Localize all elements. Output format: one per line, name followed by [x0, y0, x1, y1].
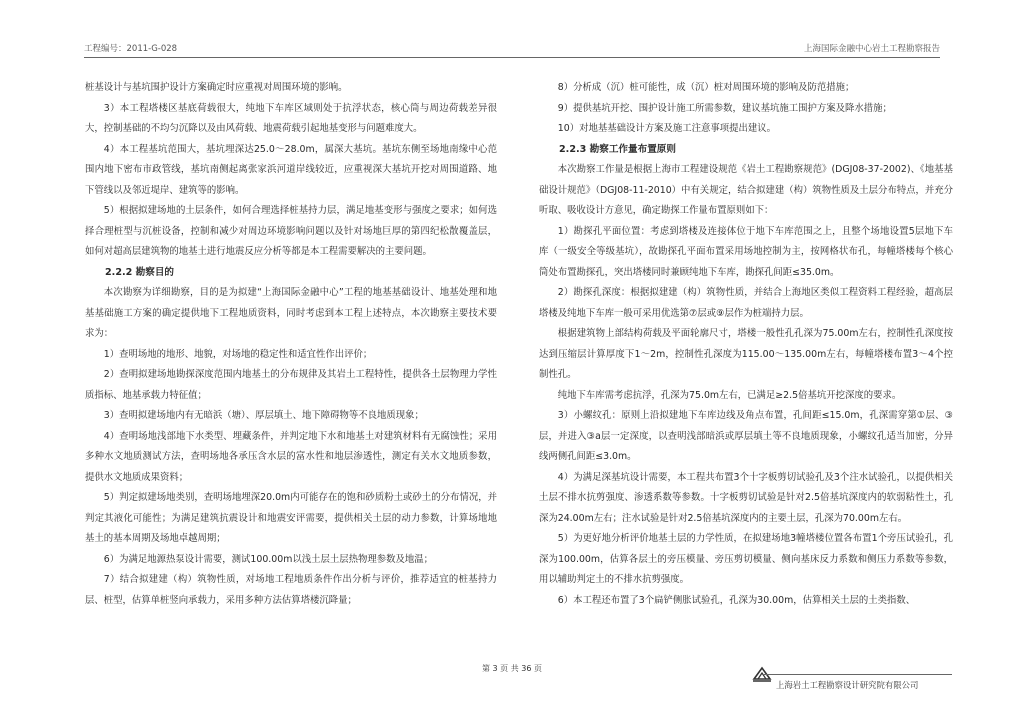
paragraph: 5）判定拟建场地类别，查明场地埋深20.0m内可能存在的饱和砂质粉土或砂土的分布情况，并判定其液化可能性；为满足建筑抗震设计和地震安评需要，提供相关土层的动力参数，计算场地地基土的基本周期及场地卓越周期； — [85, 492, 497, 544]
paragraph: 5）为更好地分析评价地基土层的力学性质，在拟建场地3幢塔楼位置各布置1个旁压试验孔，孔深为100.00m，估算各层土的旁压模量、旁压剪切模量、侧向基床反力系数和侧压力系数等参数，用以辅助判定土的不排水抗剪强度。 — [539, 533, 953, 585]
paragraph: 1）勘探孔平面位置：考虑到塔楼及连接体位于地下车库范围之上，且整个场地设置5层地下车库（一级安全等级基坑），故勘探孔平面布置采用场地控制为主，按网格状布孔，每幢塔楼每个核心筒处布置勘探孔，突出塔楼同时兼顾纯地下车库，勘探孔间距≤35.0m。 — [539, 225, 953, 278]
paragraph: 4）查明场地浅部地下水类型、埋藏条件，并判定地下水和地基土对建筑材料有无腐蚀性；采用多种水文地质测试方法，查明场地各承压含水层的富水性和地层渗透性，测定有关水文地质参数，提供水文地质成果资料； — [85, 430, 497, 483]
report-title: 上海国际金融中心岩土工程勘察报告 — [803, 44, 940, 54]
paragraph: 6）本工程还布置了3个扁铲侧胀试验孔，孔深为30.00m，估算相关土层的土类指数、 — [557, 594, 916, 606]
paragraph: 4）为满足深基坑设计需要，本工程共布置3个十字板剪切试验孔及3个注水试验孔，以提供相关土层不排水抗剪强度、渗透系数等参数。十字板剪切试验是针对2.5倍基坑深度内的软弱粘性土，孔深为24.00m左右；注水试验是针对2.5倍基坑深度内的主要土层，孔深为70.00m左右。 — [539, 471, 953, 524]
paragraph: 3）小螺纹孔：原则上沿拟建地下车库边线及角点布置，孔间距≤15.0m，孔深需穿第①层、③层，并进入③a层一定深度，以查明浅部暗浜或厚层填土等不良地质现象，小螺纹孔适当加密，分异线两侧孔间距≤3.0m。 — [539, 410, 953, 462]
paragraph: 6）为满足地源热泵设计需要，测试100.00m以浅土层土层热物理参数及地温； — [103, 553, 433, 565]
page-header — [84, 42, 940, 56]
paragraph: 10）对地基基础设计方案及施工注意事项提出建议。 — [557, 123, 776, 134]
paragraph: 3）查明拟建场地内有无暗浜（塘）、厚层填土、地下障碍物等不良地质现象； — [103, 410, 424, 421]
page-number: 第 3 页 共 36 页 — [482, 664, 542, 673]
paragraph: 4）本工程基坑范围大，基坑埋深达25.0～28.0m，属深大基坑。基坑东侧至场地南缘中心范围内地下密布市政管线，基坑南侧起离张家浜河道岸线较近，应重视深大基坑开挖对周围道路、地下管线以及邻近堤岸、建筑等的影响。 — [85, 143, 497, 196]
section-heading: 2.2.3 勘察工作量布置原则 — [559, 143, 676, 155]
right-column — [539, 78, 953, 611]
paragraph: 1）查明场地的地形、地貌，对场地的稳定性和适宜性作出评价； — [103, 348, 373, 360]
section-heading: 2.2.2 勘察目的 — [105, 266, 175, 278]
company-name: 上海岩土工程勘察设计研究院有限公司 — [776, 680, 919, 690]
paragraph: 9）提供基坑开挖、围护设计施工所需参数，建议基坑施工围护方案及降水措施； — [557, 102, 892, 114]
paragraph: 2）勘探孔深度：根据拟建建（构）筑物性质，并结合上海地区类似工程资料工程经验，超高层塔楼及纯地下车库一般可采用优选第⑦层或⑨层作为桩端持力层。 — [539, 287, 953, 319]
paragraph: 8）分析成（沉）桩可能性，成（沉）桩对周围环境的影响及防范措施； — [557, 82, 855, 93]
project-number: 工程编号：2011-G-028 — [84, 44, 178, 54]
paragraph: 纯地下车库需考虑抗浮，孔深为75.0m左右，已满足≥2.5倍基坑开挖深度的要求。 — [557, 389, 902, 401]
left-column — [85, 78, 497, 611]
company-logo-icon — [752, 665, 772, 685]
paragraph: 5）根据拟建场地的土层条件，如何合理选择桩基持力层，满足地基变形与强度之要求；如何选择合理桩型与沉桩设备，控制和减少对周边环境影响问题以及针对场地巨厚的第四纪松散覆盖层，如何对超高层建筑物的地基土进行地震反应分析等都是本工程需要解决的主要问题。 — [85, 205, 497, 257]
paragraph: 3）本工程塔楼区基底荷载很大，纯地下车库区域则处于抗浮状态，核心筒与周边荷载差异很大，控制基础的不均匀沉降以及由风荷载、地震荷载引起地基变形与问题难度大。 — [85, 102, 497, 134]
paragraph: 根据建筑物上部结构荷载及平面轮廓尺寸，塔楼一般性孔孔深为75.00m左右，控制性孔深度按达到压缩层计算厚度下1～2m，控制性孔深度为115.00～135.00m左右，每幢塔楼布置3～4个控制性孔。 — [539, 328, 953, 380]
paragraph: 本次勘察工作量是根据上海市工程建设规范《岩土工程勘察规范》(DGJ08-37-2002)、《地基基础设计规范》（DGJ08-11-2010）中有关规定，结合拟建建（构）筑物性质及土层分布特点，并充分听取、吸收设计方意见，确定勘探工作量布置原则如下： — [539, 164, 953, 216]
paragraph: 7）结合拟建建（构）筑物性质，对场地工程地质条件作出分析与评价，推荐适宜的桩基持力层、桩型，估算单桩竖向承载力，采用多种方法估算塔楼沉降量； — [85, 574, 497, 606]
paragraph: 桩基设计与基坑围护设计方案确定时应重视对周围环境的影响。 — [85, 82, 348, 93]
header-rule — [84, 57, 940, 58]
paragraph: 本次勘察为详细勘察，目的是为拟建“上海国际金融中心”工程的地基基础设计、地基处理和地基基础施工方案的确定提供地下工程地质资料，同时考虑到本工程上述特点，本次勘察主要技术要求为： — [85, 287, 497, 339]
footer-rule — [760, 674, 952, 675]
paragraph: 2）查明拟建场地勘探深度范围内地基土的分布规律及其岩土工程特性，提供各土层物理力学性质指标、地基承载力特征值； — [85, 369, 497, 401]
